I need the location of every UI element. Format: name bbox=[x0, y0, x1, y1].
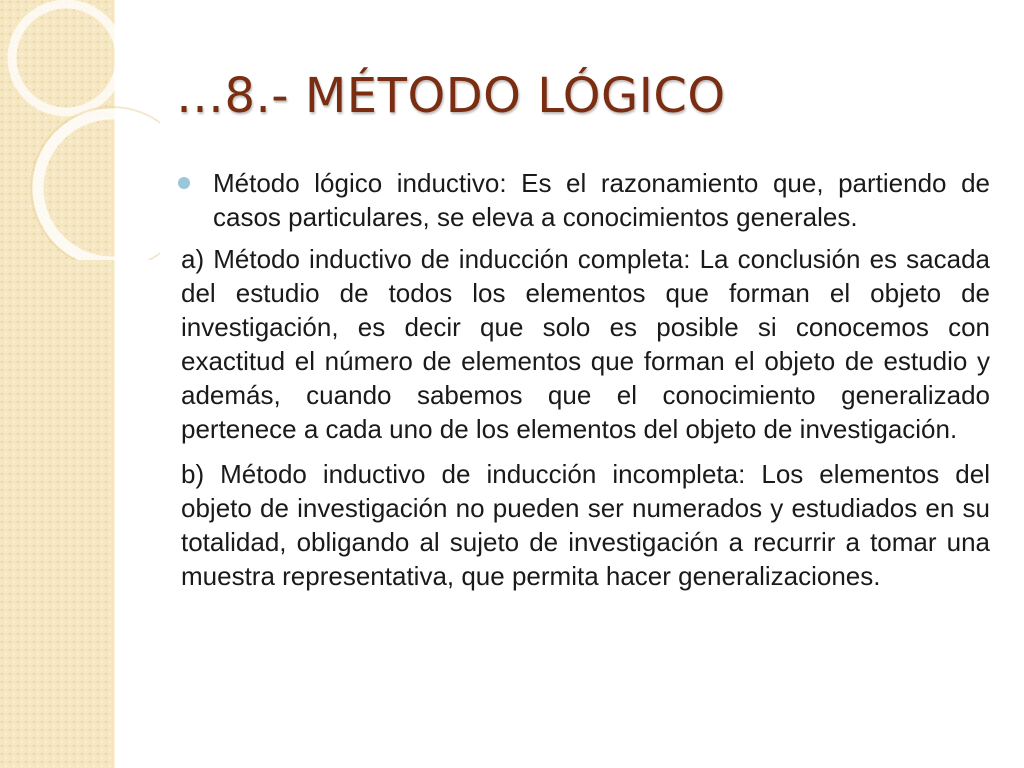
paragraph-b bbox=[181, 457, 990, 593]
decorative-ring-bottom bbox=[38, 114, 160, 260]
slide-title: …8.- MÉTODO LÓGICO bbox=[176, 68, 726, 124]
bullet-text: Método lógico inductivo: Es el razonamiento que, partiendo de casos particulares, se eleva a conocimientos generales. bbox=[213, 168, 990, 232]
paragraph-a bbox=[181, 242, 990, 446]
decorative-ring-top bbox=[12, 4, 120, 112]
paragraph-a-text: a) Método inductivo de inducción completa: La conclusión es sacada del estudio de todos los elementos que forman el objeto de investigación, es decir que solo es posible si conocemos con exactitud el número de elementos que forman el objeto de estudio y además, cuando sabemos que el conocimiento generalizado pertenece a cada uno de los elementos del objeto de investigación. bbox=[181, 244, 990, 444]
bullet-item bbox=[181, 166, 990, 234]
decorative-rings bbox=[0, 0, 160, 260]
slide-content bbox=[181, 166, 990, 604]
bullet-dot-icon bbox=[178, 177, 190, 189]
paragraph-b-text: b) Método inductivo de inducción incompleta: Los elementos del objeto de investigación no pueden ser numerados y estudiados en su totalidad, obligando al sujeto de investigación a recurrir a tomar una muestra representativa, que permita hacer generalizaciones. bbox=[181, 459, 990, 591]
